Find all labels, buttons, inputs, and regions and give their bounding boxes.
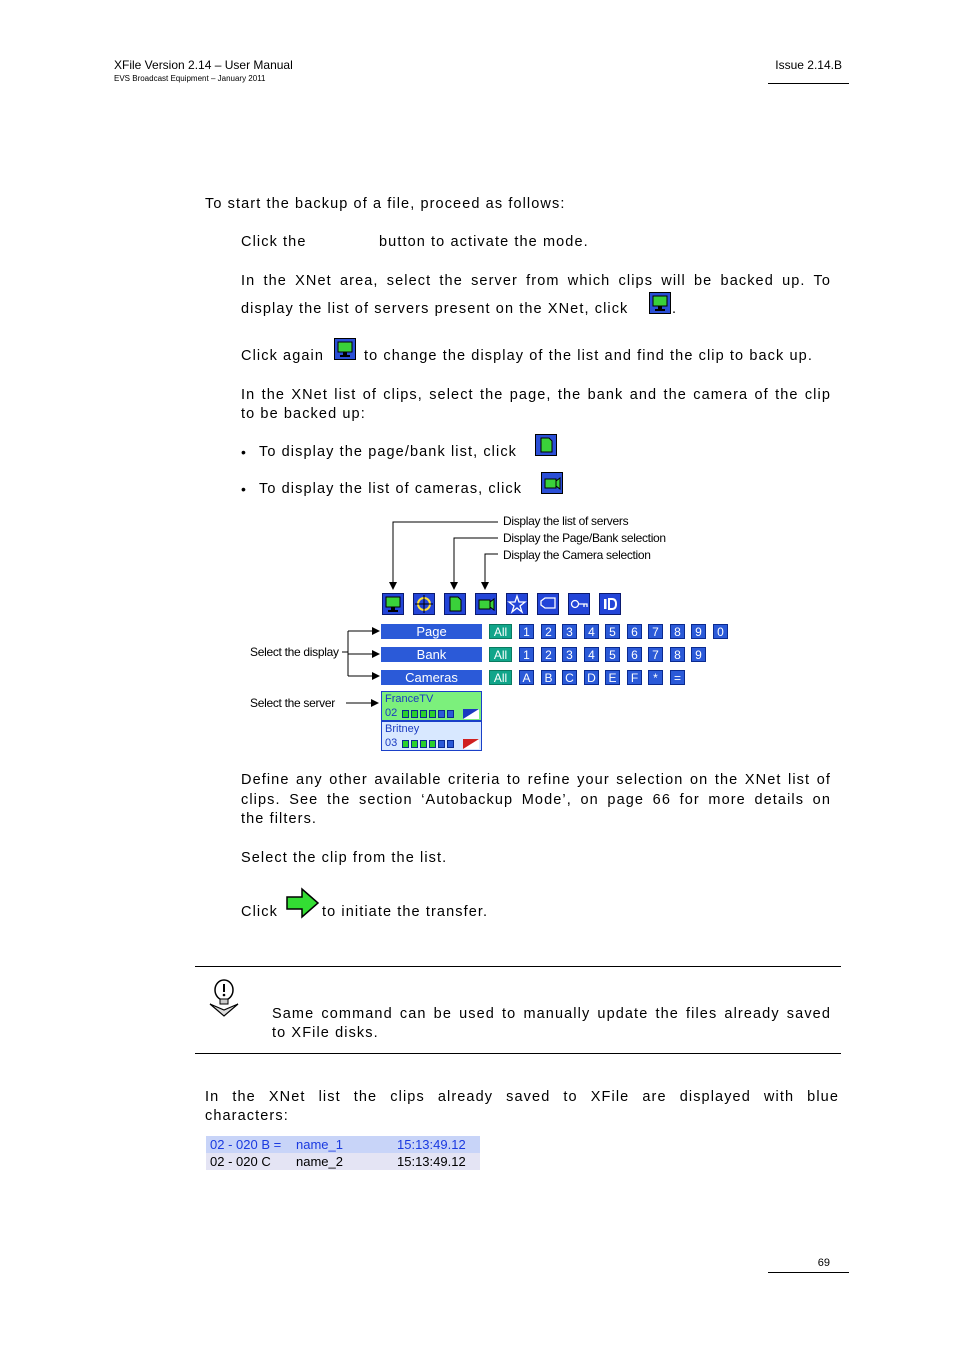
step4-line2: to be backed up: xyxy=(241,406,366,422)
note-line1: Same command can be used to manually update the files already saved xyxy=(272,1006,831,1022)
step1-text-b: button to activate the mode. xyxy=(379,234,589,250)
server-item-francetv[interactable] xyxy=(381,691,482,721)
clip-time: 15:13:49.12 xyxy=(397,1154,466,1169)
camera-chip[interactable]: F xyxy=(627,670,642,685)
server-number: 02 xyxy=(385,707,398,719)
intro-text: To start the backup of a file, proceed as follows: xyxy=(205,196,566,212)
camera-chip[interactable]: A xyxy=(519,670,534,685)
page-icon[interactable] xyxy=(444,593,466,615)
transfer-arrow-icon[interactable] xyxy=(285,887,320,919)
bullet2-text: To display the list of cameras, click xyxy=(259,481,523,497)
bullet-dot: • xyxy=(241,444,246,460)
step4-line1: In the XNet list of clips, select the page, the bank and the camera of the clip xyxy=(241,387,831,403)
note-rule-top xyxy=(195,966,841,967)
bank-chip[interactable]: 9 xyxy=(691,647,706,662)
bank-selector[interactable]: Bank xyxy=(381,647,482,662)
step3-text-a: Click again xyxy=(241,348,325,364)
page-number: 69 xyxy=(817,1257,830,1269)
annotation-select-server: Select the server xyxy=(250,696,335,710)
star-icon[interactable] xyxy=(506,593,528,615)
step5-line3: the filters. xyxy=(241,811,318,827)
doc-title: XFile Version 2.14 – User Manual xyxy=(114,58,293,72)
bullet-dot: • xyxy=(241,481,246,497)
bank-chip[interactable]: 4 xyxy=(584,647,599,662)
status-icon xyxy=(463,709,479,719)
camera-chip[interactable]: = xyxy=(670,670,685,685)
page-icon[interactable] xyxy=(535,434,557,456)
clip-row[interactable] xyxy=(206,1136,480,1153)
bank-chip[interactable]: 7 xyxy=(648,647,663,662)
server-name: FranceTV xyxy=(385,693,434,705)
page-selector[interactable]: Page xyxy=(381,624,482,639)
camera-chip[interactable]: * xyxy=(648,670,663,685)
step6-text: Select the clip from the list. xyxy=(241,850,448,866)
page-chip[interactable]: 0 xyxy=(713,624,728,639)
server-number: 03 xyxy=(385,737,398,749)
camera-chip-all[interactable]: All xyxy=(489,670,512,685)
bank-chip[interactable]: 6 xyxy=(627,647,642,662)
step7-text-a: Click xyxy=(241,904,278,920)
page-chip[interactable]: 3 xyxy=(562,624,577,639)
tag-icon[interactable] xyxy=(537,593,559,615)
note-icon xyxy=(207,976,241,1020)
page-chip[interactable]: 7 xyxy=(648,624,663,639)
issue-label: Issue 2.14.B xyxy=(775,58,842,72)
bank-chip[interactable]: 3 xyxy=(562,647,577,662)
clip-name: name_1 xyxy=(296,1137,343,1152)
status-icon xyxy=(463,739,479,749)
footer-rule xyxy=(768,1272,849,1273)
camera-chip[interactable]: C xyxy=(562,670,577,685)
page-chip[interactable]: 2 xyxy=(541,624,556,639)
page-chip-all[interactable]: All xyxy=(489,624,512,639)
note-line2: to XFile disks. xyxy=(272,1025,379,1041)
step2-line2: display the list of servers present on the XNet, click xyxy=(241,301,629,317)
page-chip[interactable]: 4 xyxy=(584,624,599,639)
clip-row[interactable] xyxy=(206,1153,480,1170)
final-line2: characters: xyxy=(205,1108,289,1124)
final-line1: In the XNet list the clips already saved to XFile are displayed with blue xyxy=(205,1089,839,1105)
camera-chip[interactable]: B xyxy=(541,670,556,685)
bank-chip[interactable]: 5 xyxy=(605,647,620,662)
key-icon[interactable] xyxy=(568,593,590,615)
bullet1-text: To display the page/bank list, click xyxy=(259,444,518,460)
doc-subtitle: EVS Broadcast Equipment – January 2011 xyxy=(114,74,266,83)
page-chip[interactable]: 9 xyxy=(691,624,706,639)
bank-chip[interactable]: 2 xyxy=(541,647,556,662)
camera-icon[interactable] xyxy=(541,472,563,494)
clip-id: 02 - 020 B = xyxy=(210,1137,282,1152)
bank-chip-all[interactable]: All xyxy=(489,647,512,662)
step1-text-a: Click the xyxy=(241,234,307,250)
page-chip[interactable]: 8 xyxy=(670,624,685,639)
annotation-camera: Display the Camera selection xyxy=(503,548,651,562)
clip-time: 15:13:49.12 xyxy=(397,1137,466,1152)
step3-text-b: to change the display of the list and find the clip to back up. xyxy=(364,348,813,364)
monitor-icon[interactable] xyxy=(382,593,404,615)
id-icon[interactable] xyxy=(599,593,621,615)
note-rule-bottom xyxy=(195,1053,841,1054)
server-name: Britney xyxy=(385,723,420,735)
step5-line2: clips. See the section ‘Autobackup Mode’, on page 66 for more details on xyxy=(241,792,831,808)
camera-chip[interactable]: E xyxy=(605,670,620,685)
page-chip[interactable]: 1 xyxy=(519,624,534,639)
annotation-pagebank: Display the Page/Bank selection xyxy=(503,531,666,545)
cameras-selector[interactable]: Cameras xyxy=(381,670,482,685)
page-chip[interactable]: 5 xyxy=(605,624,620,639)
header-rule xyxy=(768,83,849,84)
server-item-britney[interactable] xyxy=(381,721,482,751)
monitor-icon[interactable] xyxy=(649,292,671,314)
target-icon[interactable] xyxy=(413,593,435,615)
camera-chip[interactable]: D xyxy=(584,670,599,685)
bank-chip[interactable]: 1 xyxy=(519,647,534,662)
clip-name: name_2 xyxy=(296,1154,343,1169)
step2-line1: In the XNet area, select the server from which clips will be backed up. To xyxy=(241,273,831,289)
clip-list xyxy=(206,1136,480,1170)
annotation-select-display: Select the display xyxy=(250,645,339,659)
step5-line1: Define any other available criteria to refine your selection on the XNet list of xyxy=(241,772,831,788)
bank-chip[interactable]: 8 xyxy=(670,647,685,662)
camera-icon[interactable] xyxy=(475,593,497,615)
clip-id: 02 - 020 C xyxy=(210,1154,271,1169)
monitor-icon[interactable] xyxy=(334,338,356,360)
annotation-servers: Display the list of servers xyxy=(503,514,629,528)
step7-text-b: to initiate the transfer. xyxy=(322,904,489,920)
page-chip[interactable]: 6 xyxy=(627,624,642,639)
